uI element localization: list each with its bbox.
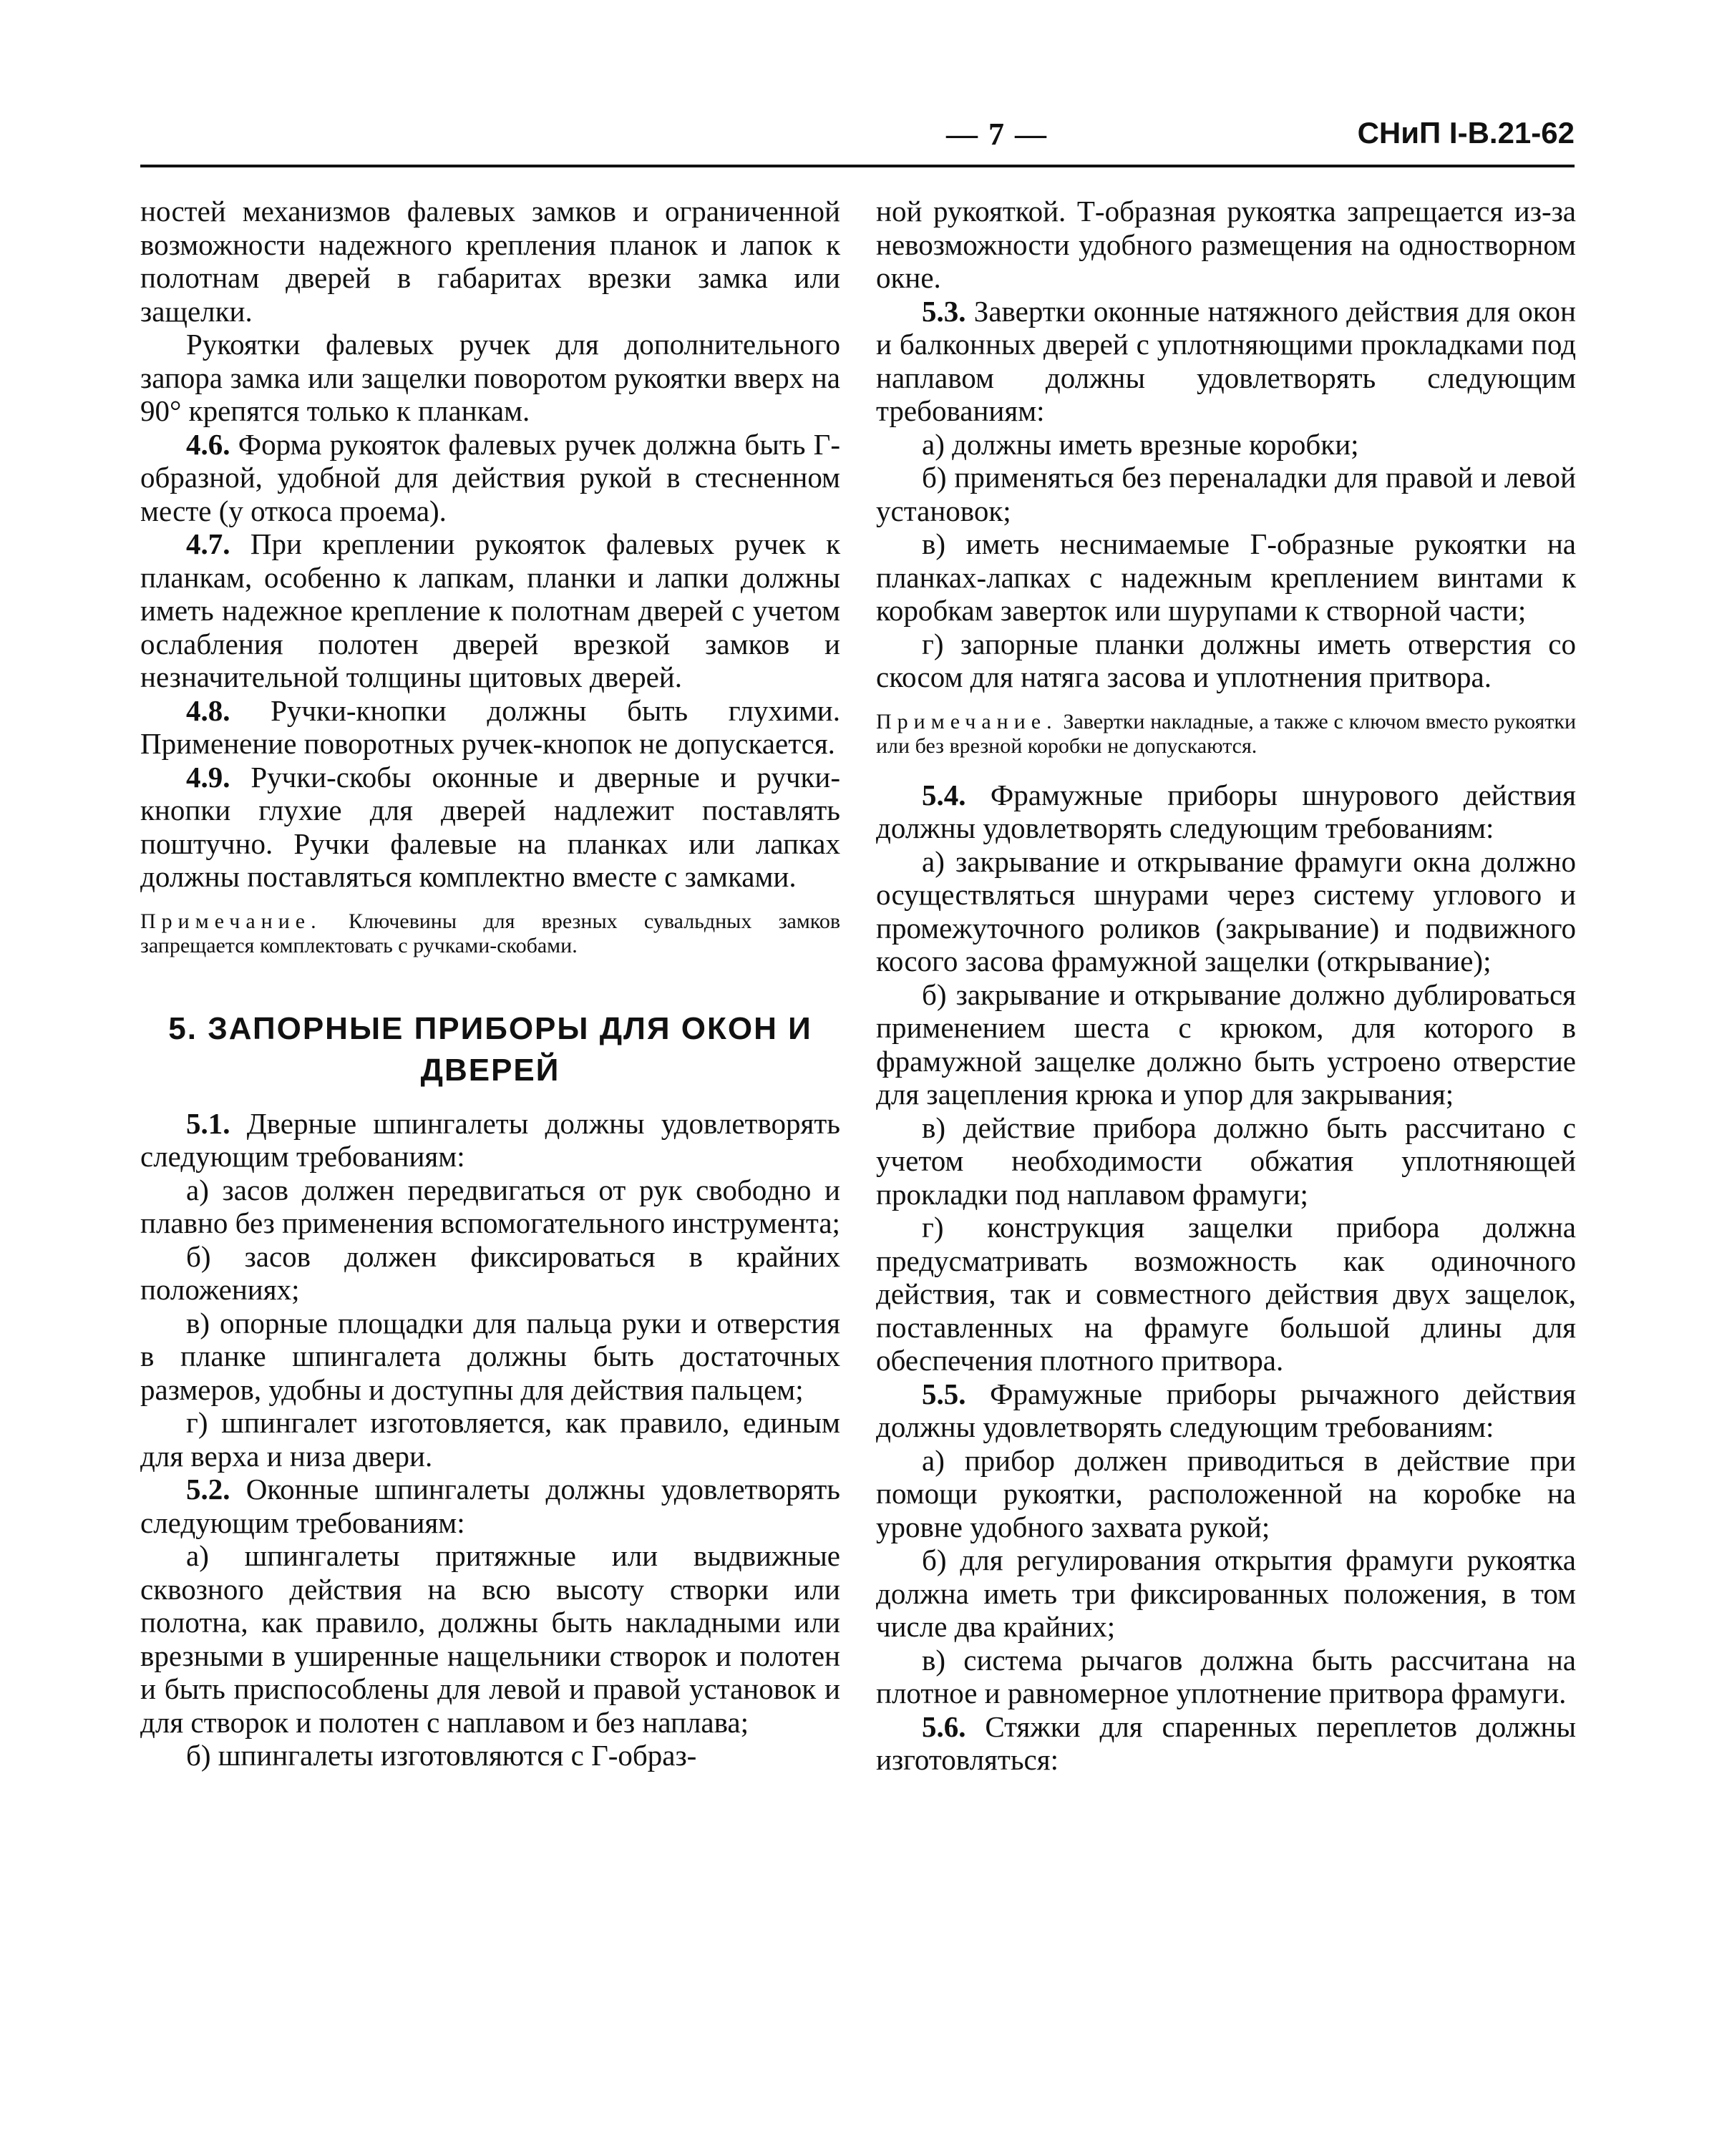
paragraph: ной рукояткой. Т-образная рукоятка запрещается из-за невозможности удобного размещения на одностворном окне. — [876, 195, 1576, 294]
clause-text: Завертки оконные натяжного действия для окон и балконных дверей с уплотняющими прокладками под наплавом должны удовлетворять следующим требованиям: — [876, 294, 1577, 427]
clause-number: 5.6. — [922, 1709, 966, 1743]
paragraph: ностей механизмов фалевых замков и ограниченной возможности надежного крепления планок и лапок к полотнам дверей в габаритах врезки замка или защелки. — [140, 195, 840, 328]
clause-5-6 — [876, 1710, 1576, 1777]
list-item: в) иметь неснимаемые Г-образные рукоятки на планках-лапках с надежным креплением винтами к коробкам заверток или шурупами к створной части; — [876, 527, 1576, 627]
list-item: б) применяться без переналадки для правой и левой установок; — [876, 461, 1576, 527]
list-item: в) действие прибора должно быть рассчитано с учетом необходимости обжатия уплотняющей прокладки под наплавом фрамуги; — [876, 1111, 1576, 1211]
clause-number: 5.2. — [186, 1473, 230, 1506]
clause-number: 4.6. — [186, 427, 230, 461]
clause-5-5 — [876, 1377, 1576, 1444]
clause-text: Стяжки для спаренных переплетов должны изготовляться: — [876, 1709, 1577, 1776]
list-item: б) шпингалеты изготовляются с Г-образ- — [186, 1739, 697, 1772]
list-item: б) засов должен фиксироваться в крайних положениях; — [140, 1239, 840, 1306]
clause-4-9 — [140, 761, 840, 894]
left-column — [140, 195, 840, 1772]
clause-5-3 — [876, 295, 1576, 428]
clause-5-4 — [876, 779, 1576, 845]
clause-number: 5.1. — [186, 1106, 230, 1140]
page-number: — 7 — — [946, 117, 1048, 152]
note — [140, 909, 840, 958]
list-item: г) запорные планки должны иметь отверстия со скосом для натяга засова и уплотнения притвора. — [876, 627, 1576, 693]
clause-number: 5.4. — [922, 778, 966, 811]
note-label: Примечание. — [876, 709, 1058, 733]
paragraph: Рукоятки фалевых ручек для дополнительного запора замка или защелки поворотом рукоятки вверх на 90° крепятся только к планкам. — [140, 328, 840, 427]
clause-text: Оконные шпингалеты должны удовлетворять следующим требованиям: — [140, 1473, 840, 1539]
note-label: Примечание. — [140, 909, 322, 933]
note-text: Завертки накладные, а также с ключом вместо рукоятки или без врезной коробки не допускаются. — [876, 709, 1576, 758]
clause-number: 4.8. — [186, 693, 230, 727]
list-item: б) закрывание и открывание должно дублироваться применением шеста с крюком, для которого в фрамужной защелке должно быть устроено отверстие для зацепления крюка и упор для закрывания; — [876, 977, 1576, 1111]
list-item: а) должны иметь врезные коробки; — [922, 427, 1359, 461]
list-item: а) засов должен передвигаться от рук свободно и плавно без применения вспомогательного инструмента; — [140, 1173, 840, 1239]
list-item: б) для регулирования открытия фрамуги рукоятка должна иметь три фиксированных положения, в том числе два крайних; — [876, 1543, 1576, 1643]
clause-5-1 — [140, 1107, 840, 1174]
section-title: 5. ЗАПОРНЫЕ ПРИБОРЫ ДЛЯ ОКОН И ДВЕРЕЙ — [168, 1010, 812, 1088]
clause-text: Ручки-скобы оконные и дверные и ручки-кнопки глухие для дверей надлежит поставлять поштучно. Ручки фалевые на планках или лапках должны поставляться комплектно вместе с замками. — [140, 760, 841, 893]
clause-5-2 — [140, 1473, 840, 1539]
clause-4-7 — [140, 527, 840, 694]
clause-text: Фрамужные приборы рычажного действия должны удовлетворять следующим требованиям: — [876, 1377, 1576, 1443]
list-item: а) прибор должен приводиться в действие при помощи рукоятки, расположенной на коробке на уровне удобного захвата рукой; — [876, 1443, 1576, 1543]
clause-text: Фрамужные приборы шнурового действия должны удовлетворять следующим требованиям: — [876, 778, 1576, 844]
right-column — [876, 195, 1576, 1777]
list-item: г) конструкция защелки прибора должна предусматривать возможность как одиночного действия, так и совместного действия двух защелок, поставленных на фрамуге большой длины для обеспечения плотного притвора. — [876, 1211, 1576, 1377]
clause-4-6 — [140, 428, 840, 528]
note-text: Ключевины для врезных сувальдных замков запрещается комплектовать с ручками-скобами. — [140, 909, 841, 957]
page-header — [140, 114, 1575, 165]
list-item: а) закрывание и открывание фрамуги окна должно осуществляться шнурами через систему углового и промежуточного роликов (закрывание) и подвижного косого засова фрамужной защелки (открывание); — [876, 844, 1576, 977]
list-item: в) опорные площадки для пальца руки и отверстия в планке шпингалета должны быть достаточных размеров, удобны и доступны для действия пальцем; — [140, 1306, 840, 1406]
header-rule — [140, 165, 1575, 167]
clause-text: Форма рукояток фалевых ручек должна быть Г-образной, удобной для действия рукой в стесненном месте (у откоса проема). — [140, 427, 840, 527]
clause-number: 5.3. — [922, 294, 966, 328]
clause-number: 4.9. — [186, 760, 230, 794]
clause-4-8 — [140, 694, 840, 761]
clause-text: При креплении рукояток фалевых ручек к планкам, особенно к лапкам, планки и лапки должны иметь надежное крепление к полотнам дверей с учетом ослабления полотен дверей врезкой замков и незначительной толщины щитовых дверей. — [140, 527, 840, 693]
list-item: г) шпингалет изготовляется, как правило, единым для верха и низа двери. — [140, 1406, 840, 1473]
clause-text: Ручки-кнопки должны быть глухими. Применение поворотных ручек-кнопок не допускается. — [140, 693, 840, 760]
note — [876, 710, 1576, 758]
clause-number: 5.5. — [922, 1377, 966, 1410]
clause-number: 4.7. — [186, 527, 230, 560]
clause-text: Дверные шпингалеты должны удовлетворять следующим требованиям: — [140, 1106, 840, 1173]
document-code: СНиП I-В.21-62 — [1357, 116, 1575, 150]
list-item: а) шпингалеты притяжные или выдвижные сквозного действия на всю высоту створки или полотна, как правило, должны быть накладными или врезными в уширенные нащельники створок и полотен и быть приспособлены для левой и правой установок и для створок и полотен с наплавом и без наплава; — [140, 1539, 840, 1739]
list-item: в) система рычагов должна быть рассчитана на плотное и равномерное уплотнение притвора фрамуги. — [876, 1643, 1576, 1709]
